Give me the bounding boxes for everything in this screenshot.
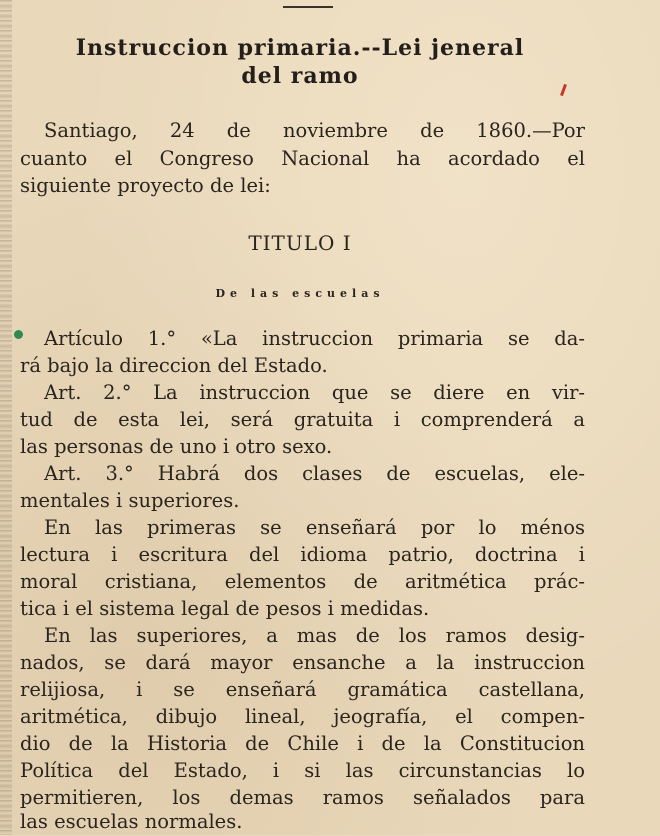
body-line: Art. 2.° La instruccion que se diere en vir-	[44, 381, 585, 404]
body-line: permitieren, los demas ramos señalados para	[20, 786, 585, 809]
body-line: Artículo 1.° «La instruccion primaria se da-	[44, 327, 585, 350]
body-line: aritmética, dibujo lineal, jeografía, el compen-	[20, 705, 585, 728]
intro-line-1: Santiago, 24 de noviembre de 1860.—Por	[44, 119, 585, 142]
body-line: En las primeras se enseñará por lo ménos	[44, 516, 585, 539]
intro-line-2: cuanto el Congreso Nacional ha acordado el	[20, 147, 585, 170]
body-line: nados, se dará mayor ensanche a la instruccion	[20, 651, 585, 674]
body-line: Política del Estado, i si las circunstancias lo	[20, 759, 585, 782]
intro-line-3: siguiente proyecto de lei:	[20, 174, 271, 197]
body-line: relijiosa, i se enseñará gramática castellana,	[20, 678, 585, 701]
binding-edge	[0, 0, 12, 835]
top-rule	[283, 6, 333, 8]
green-ink-dot	[14, 330, 23, 339]
title-line-1: Instruccion primaria.--Lei jeneral	[75, 35, 525, 61]
body-line: moral cristiana, elementos de aritmética prác-	[20, 570, 585, 593]
body-line: las escuelas normales.	[20, 810, 243, 833]
body-line: mentales i superiores.	[20, 489, 240, 512]
document-title	[20, 34, 580, 90]
body-line: las personas de uno i otro sexo.	[20, 435, 333, 458]
section-subtitle: De las escuelas	[215, 287, 385, 300]
body-line: En las superiores, a mas de los ramos desig-	[44, 624, 585, 647]
body-line: dio de la Historia de Chile i de la Constitucion	[20, 732, 585, 755]
title-line-2: del ramo	[241, 63, 359, 89]
body-line: lectura i escritura del idioma patrio, doctrina i	[20, 543, 585, 566]
body-line: tica i el sistema legal de pesos i medidas.	[20, 597, 430, 620]
body-line: Art. 3.° Habrá dos clases de escuelas, ele-	[44, 462, 585, 485]
body-line: rá bajo la direccion del Estado.	[20, 354, 328, 377]
body-line: tud de esta lei, será gratuita i comprenderá a	[20, 408, 585, 431]
section-title: TITULO I	[248, 231, 352, 255]
